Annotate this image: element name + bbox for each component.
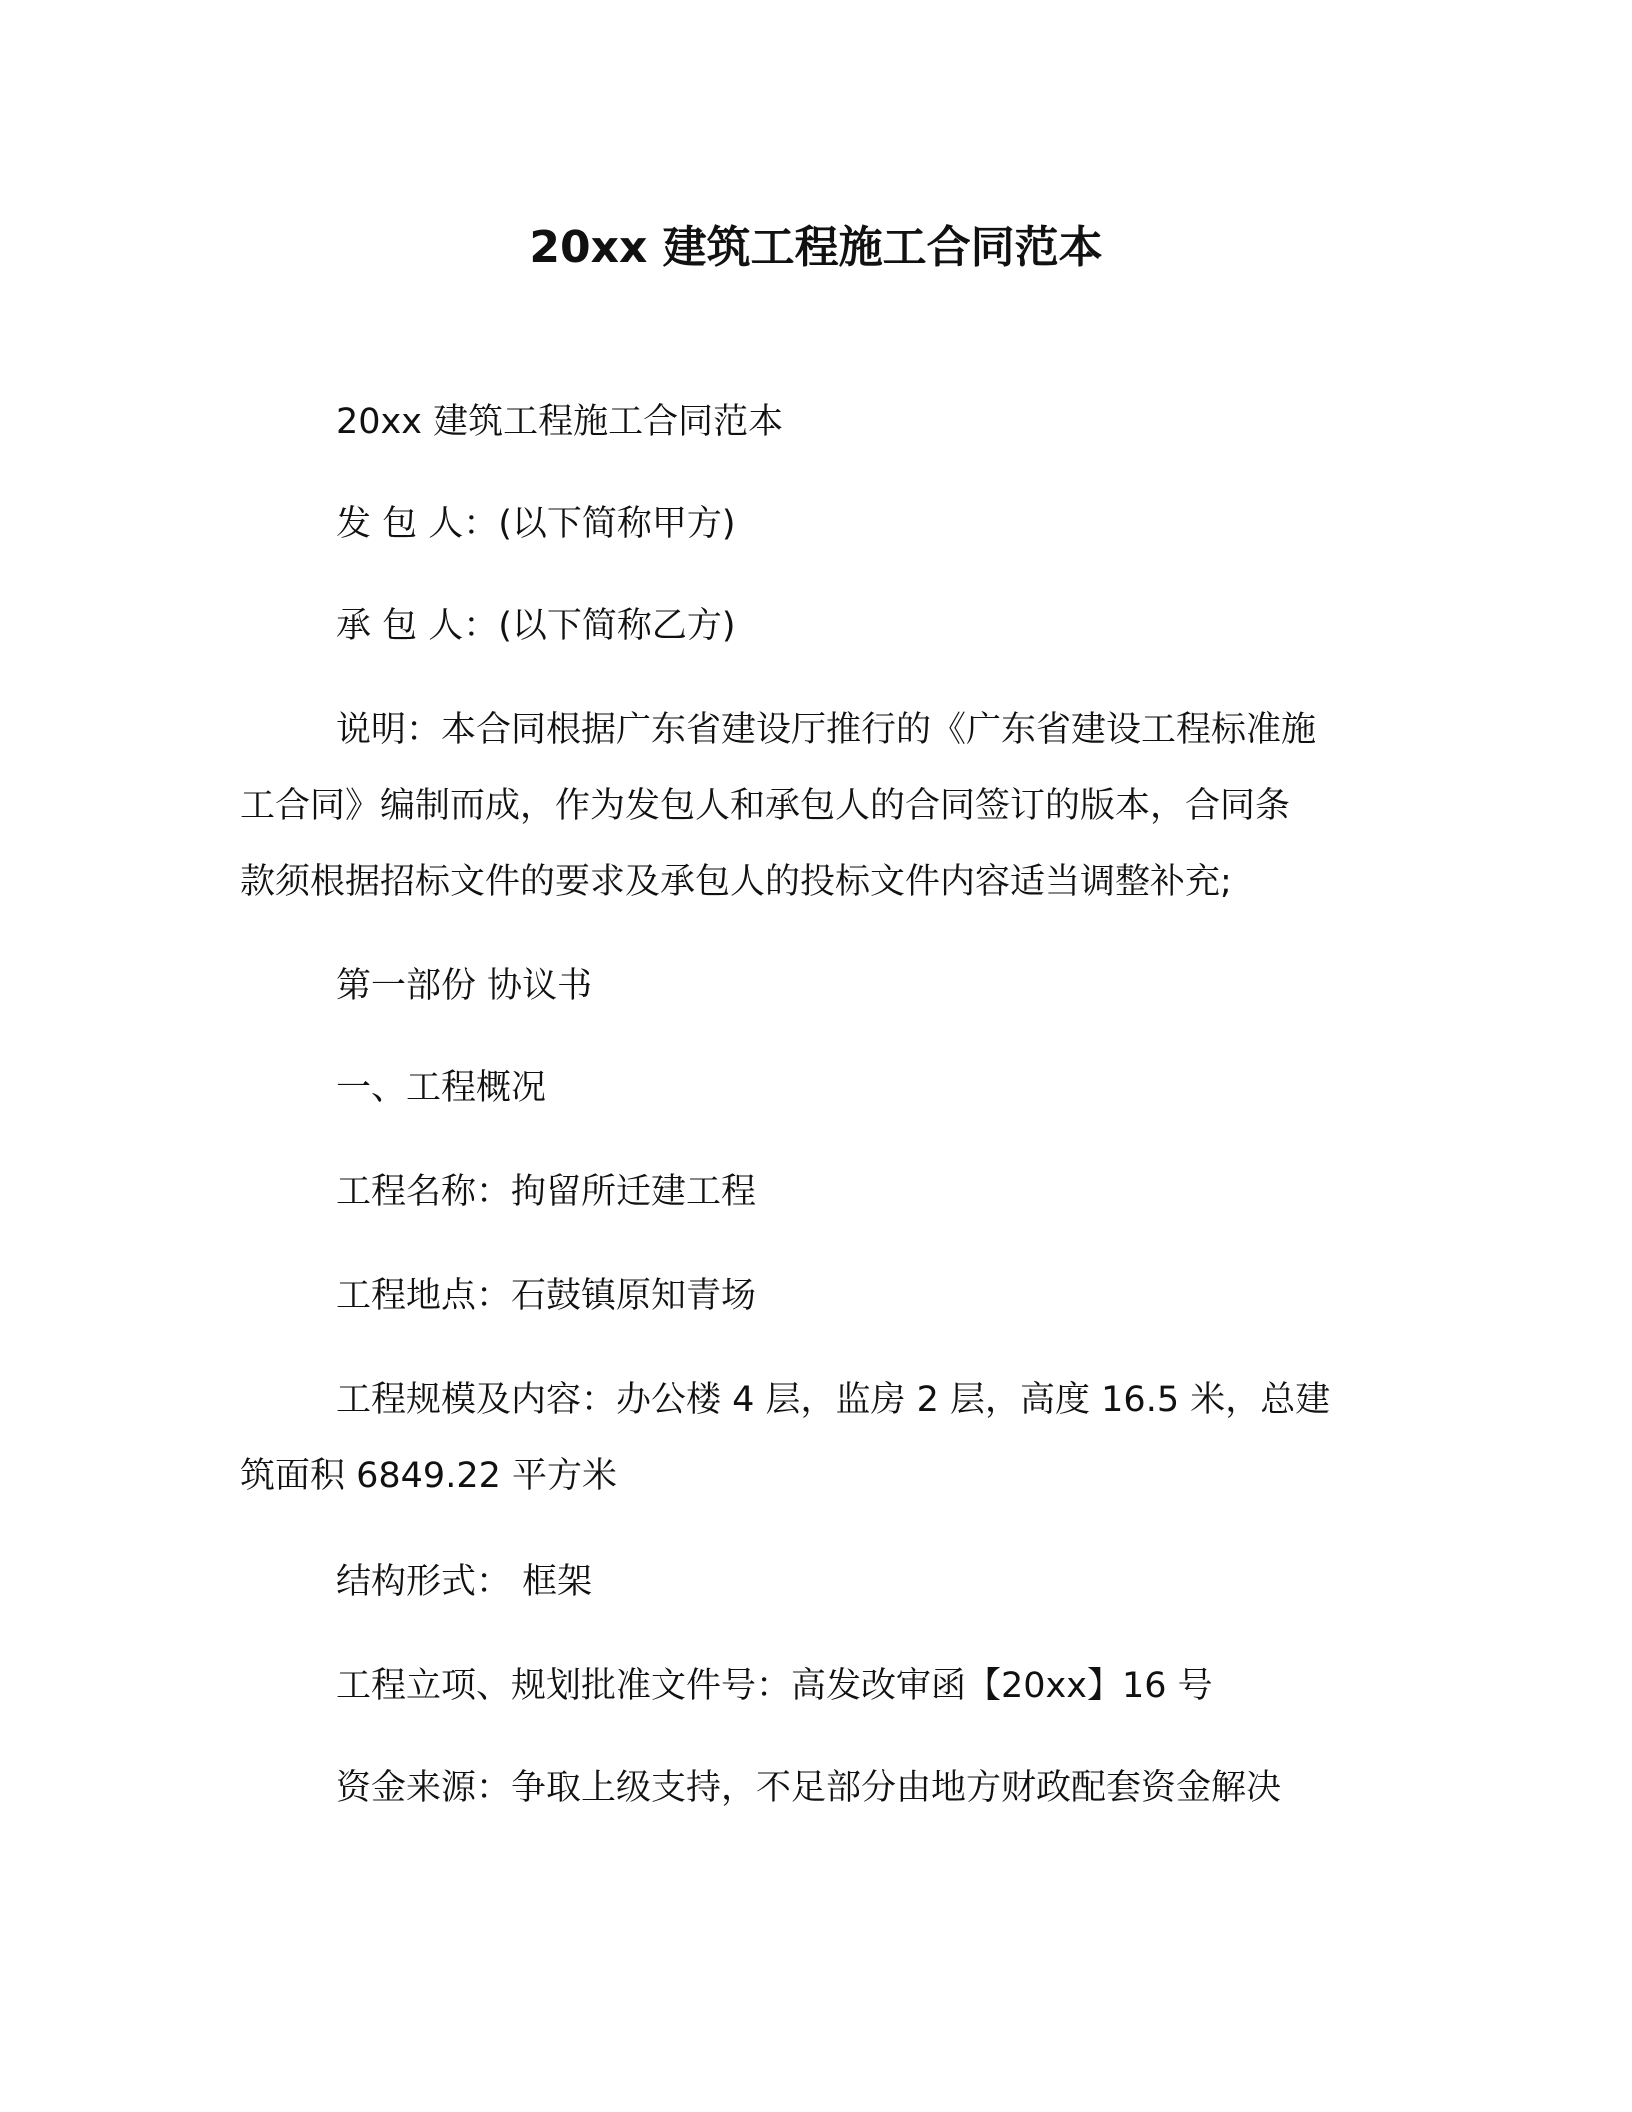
paragraph-contractor: [240, 588, 1392, 664]
document-title: 20xx 建筑工程施工合同范本: [529, 222, 1103, 273]
paragraph-line: 结构形式： 框架: [336, 1562, 593, 1602]
paragraph-line: 工程立项、规划批准文件号：高发改审函【20xx】16 号: [336, 1666, 1213, 1706]
paragraph-line: 资金来源：争取上级支持，不足部分由地方财政配套资金解决: [336, 1768, 1282, 1808]
paragraph-project-location: [240, 1258, 1392, 1334]
paragraph-project-scale: [240, 1362, 1392, 1514]
paragraph-line: 说明：本合同根据广东省建设厅推行的《广东省建设工程标准施: [336, 710, 1317, 750]
paragraph-structure-type: [240, 1544, 1392, 1620]
paragraph-line: 工程地点：石鼓镇原知青场: [336, 1276, 757, 1316]
paragraph-subtitle: [240, 384, 1392, 460]
paragraph-line: 工程名称：拘留所迁建工程: [336, 1172, 757, 1212]
paragraph-line: 承 包 人：(以下简称乙方): [336, 606, 736, 646]
paragraph-line: 筑面积 6849.22 平方米: [240, 1456, 617, 1496]
paragraph-line: 一、工程概况: [336, 1068, 547, 1108]
paragraph-employer: [240, 486, 1392, 562]
paragraph-project-name: [240, 1154, 1392, 1230]
paragraph-funding-source: [240, 1750, 1392, 1826]
paragraph-part-one: [240, 948, 1392, 1024]
paragraph-section-one: [240, 1050, 1392, 1126]
paragraph-approval-number: [240, 1648, 1392, 1724]
paragraph-line: 20xx 建筑工程施工合同范本: [336, 402, 784, 442]
paragraph-line: 发 包 人：(以下简称甲方): [336, 504, 736, 544]
paragraph-line: 款须根据招标文件的要求及承包人的投标文件内容适当调整补充;: [240, 862, 1232, 902]
paragraph-explanation: [240, 692, 1392, 920]
paragraph-line: 工合同》编制而成，作为发包人和承包人的合同签订的版本，合同条: [240, 786, 1291, 826]
paragraph-line: 第一部份 协议书: [336, 966, 593, 1006]
paragraph-line: 工程规模及内容：办公楼 4 层，监房 2 层，高度 16.5 米，总建: [336, 1380, 1331, 1420]
